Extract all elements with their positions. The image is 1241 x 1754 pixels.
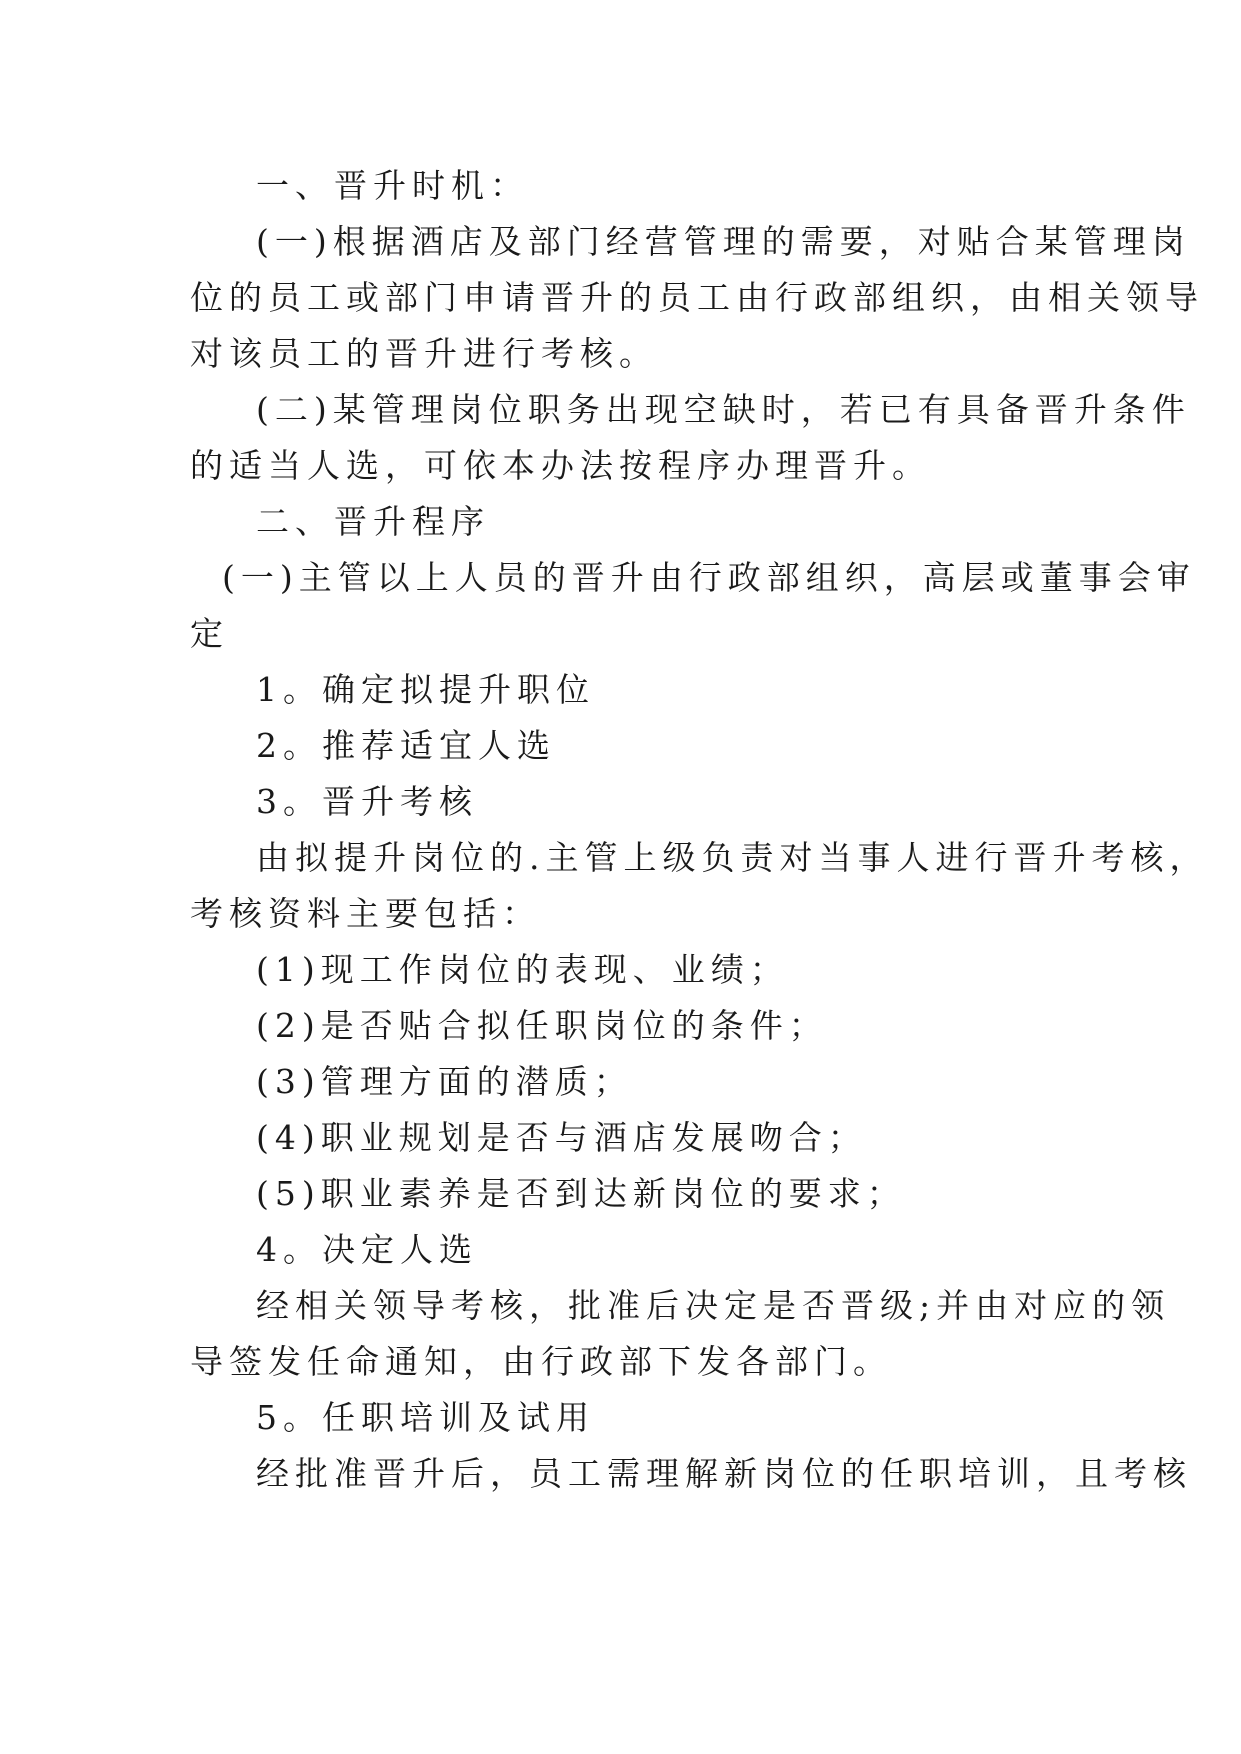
paragraph-line: 定	[190, 614, 229, 653]
paragraph-line: 经相关领导考核，批准后决定是否晋级;并由对应的领	[256, 1286, 1171, 1325]
paragraph-line: 由拟提升岗位的.主管上级负责对当事人进行晋升考核，	[256, 838, 1209, 877]
list-item: 1。确定拟提升职位	[256, 670, 595, 709]
list-item: 3。晋升考核	[256, 782, 478, 821]
paragraph-line: (二)某管理岗位职务出现空缺时，若已有具备晋升条件	[256, 390, 1191, 429]
list-item: 4。决定人选	[256, 1230, 478, 1269]
paragraph-line: 导签发任命通知，由行政部下发各部门。	[190, 1342, 892, 1381]
list-item: (5)职业素养是否到达新岗位的要求；	[256, 1174, 906, 1213]
paragraph-line: 经批准晋升后，员工需理解新岗位的任职培训，且考核	[256, 1454, 1192, 1493]
paragraph-line: 对该员工的晋升进行考核。	[190, 334, 658, 373]
paragraph-line: (一)根据酒店及部门经营管理的需要，对贴合某管理岗	[256, 222, 1191, 261]
paragraph-line: (一)主管以上人员的晋升由行政部组织，高层或董事会审	[222, 558, 1196, 597]
list-item: 5。任职培训及试用	[256, 1398, 595, 1437]
list-item: (4)职业规划是否与酒店发展吻合；	[256, 1118, 867, 1157]
list-item: (2)是否贴合拟任职岗位的条件；	[256, 1006, 828, 1045]
list-item: (3)管理方面的潜质；	[256, 1062, 633, 1101]
list-item: 2。推荐适宜人选	[256, 726, 556, 765]
paragraph-line: 的适当人选，可依本办法按程序办理晋升。	[190, 446, 931, 485]
section-heading-promotion-timing: 一、晋升时机：	[256, 166, 529, 205]
paragraph-line: 位的员工或部门申请晋升的员工由行政部组织，由相关领导	[190, 278, 1204, 317]
section-heading-promotion-procedure: 二、晋升程序	[256, 502, 490, 541]
paragraph-line: 考核资料主要包括：	[190, 894, 541, 933]
list-item: (1)现工作岗位的表现、业绩；	[256, 950, 789, 989]
